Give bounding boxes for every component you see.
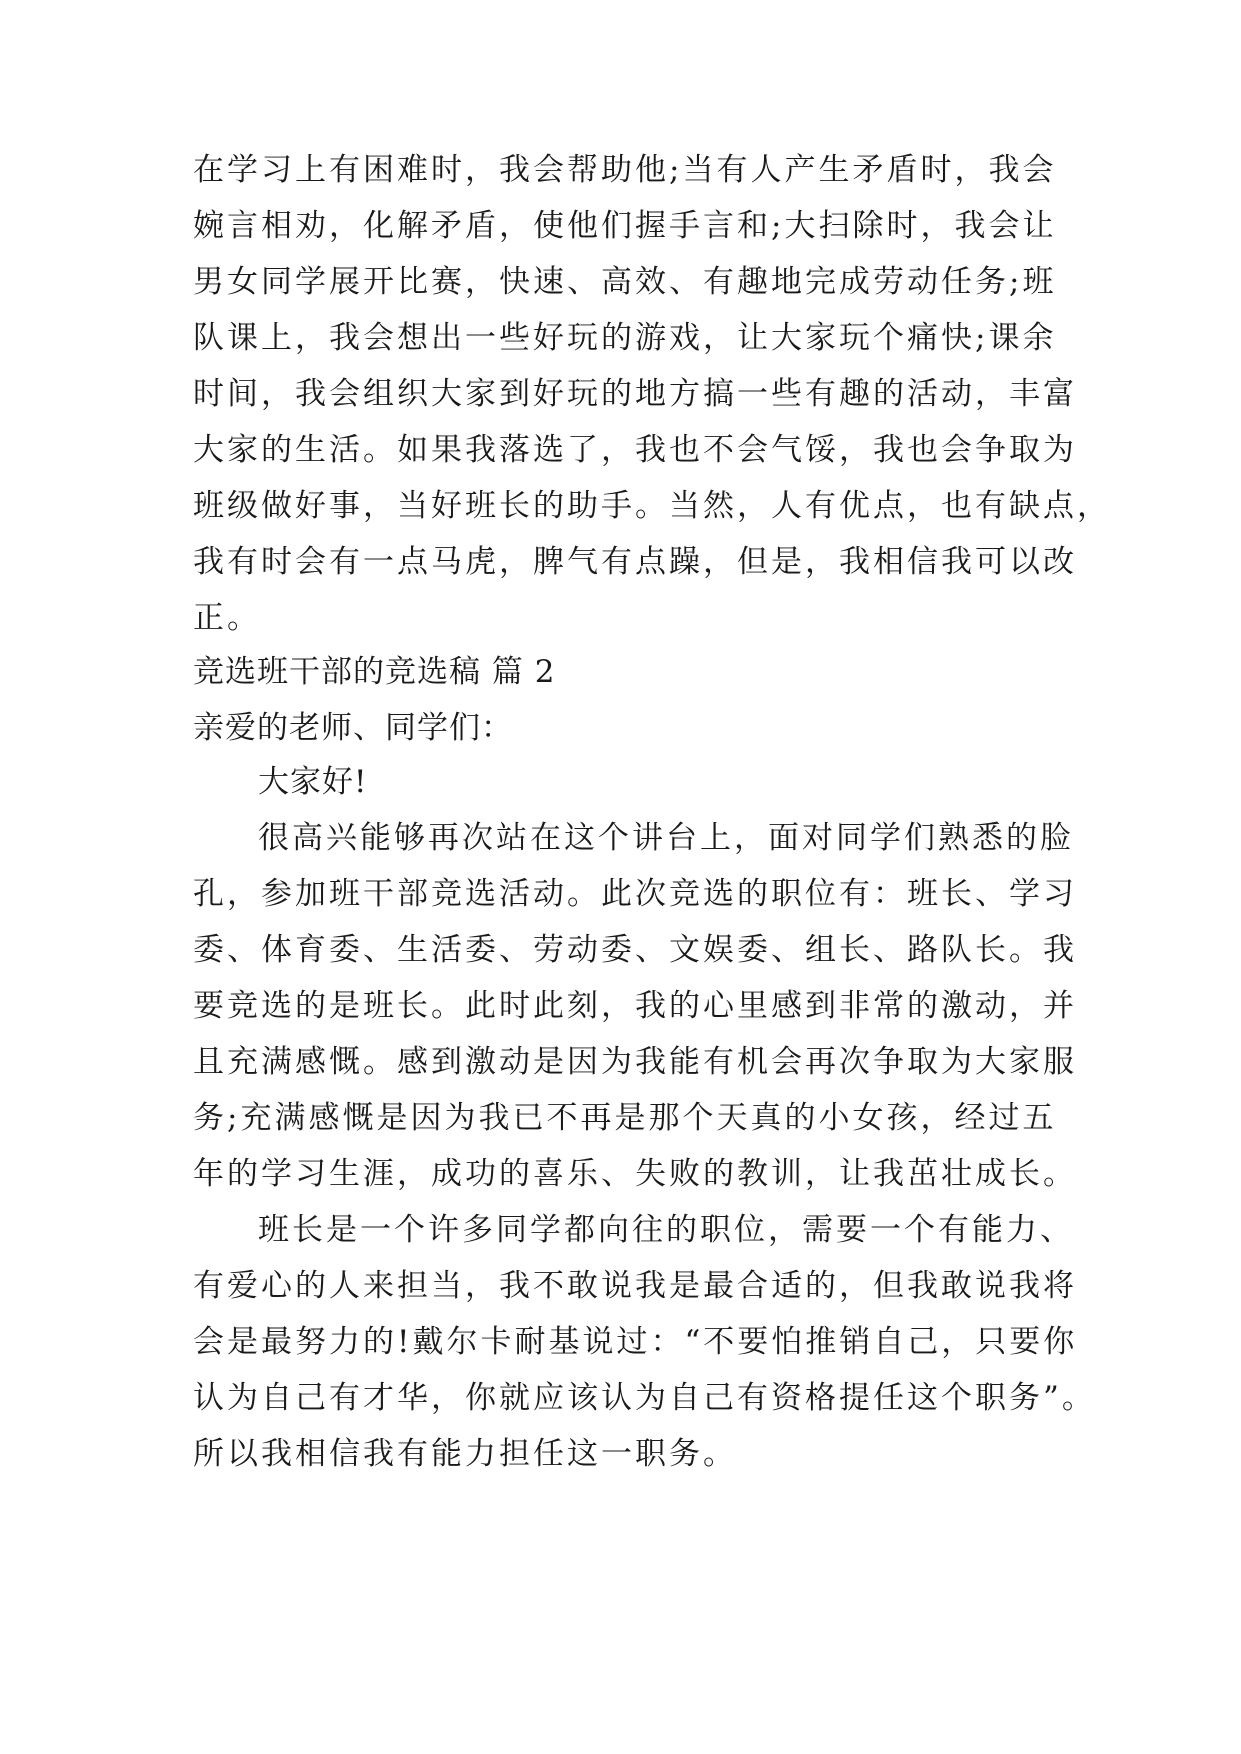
text-line: 婉言相劝，化解矛盾，使他们握手言和;大扫除时，我会让 [193,208,1057,244]
paragraph-line: 所以我相信我有能力担任这一职务。 [193,1436,737,1472]
text-line: 时间，我会组织大家到好玩的地方搞一些有趣的活动，丰富 [193,376,1077,412]
paragraph-line: 很高兴能够再次站在这个讲台上，面对同学们熟悉的脸 [258,820,1074,856]
paragraph-line: 有爱心的人来担当，我不敢说我是最合适的，但我敢说我将 [193,1268,1077,1304]
paragraph-line: 班长是一个许多同学都向往的职位，需要一个有能力、 [258,1212,1074,1248]
text-line: 我有时会有一点马虎，脾气有点躁，但是，我相信我可以改 [193,544,1077,580]
paragraph-line: 委、体育委、生活委、劳动委、文娱委、组长、路队长。我 [193,932,1077,968]
greeting: 大家好! [258,764,368,800]
text-line: 男女同学展开比赛，快速、高效、有趣地完成劳动任务;班 [193,264,1057,300]
text-line: 班级做好事，当好班长的助手。当然，人有优点，也有缺点， [193,488,1111,524]
paragraph-line: 务;充满感慨是因为我已不再是那个天真的小女孩，经过五 [193,1100,1057,1136]
text-line: 在学习上有困难时，我会帮助他;当有人产生矛盾时，我会 [193,152,1057,188]
paragraph-line: 孔，参加班干部竞选活动。此次竞选的职位有：班长、学习 [193,876,1077,912]
paragraph-line: 且充满感慨。感到激动是因为我能有机会再次争取为大家服 [193,1044,1077,1080]
salutation: 亲爱的老师、同学们： [193,710,513,746]
text-line: 正。 [193,600,261,636]
paragraph-line: 年的学习生涯，成功的喜乐、失败的教训，让我茁壮成长。 [193,1156,1077,1192]
text-line: 大家的生活。如果我落选了，我也不会气馁，我也会争取为 [193,432,1077,468]
section-heading: 竞选班干部的竞选稿 篇 2 [193,654,556,690]
paragraph-line: 会是最努力的!戴尔卡耐基说过：“不要怕推销自己，只要你 [193,1324,1078,1360]
paragraph-line: 要竞选的是班长。此时此刻，我的心里感到非常的激动，并 [193,988,1077,1024]
text-line: 队课上，我会想出一些好玩的游戏，让大家玩个痛快;课余 [193,320,1057,356]
paragraph-line: 认为自己有才华，你就应该认为自己有资格提任这个职务”。 [193,1380,1096,1416]
